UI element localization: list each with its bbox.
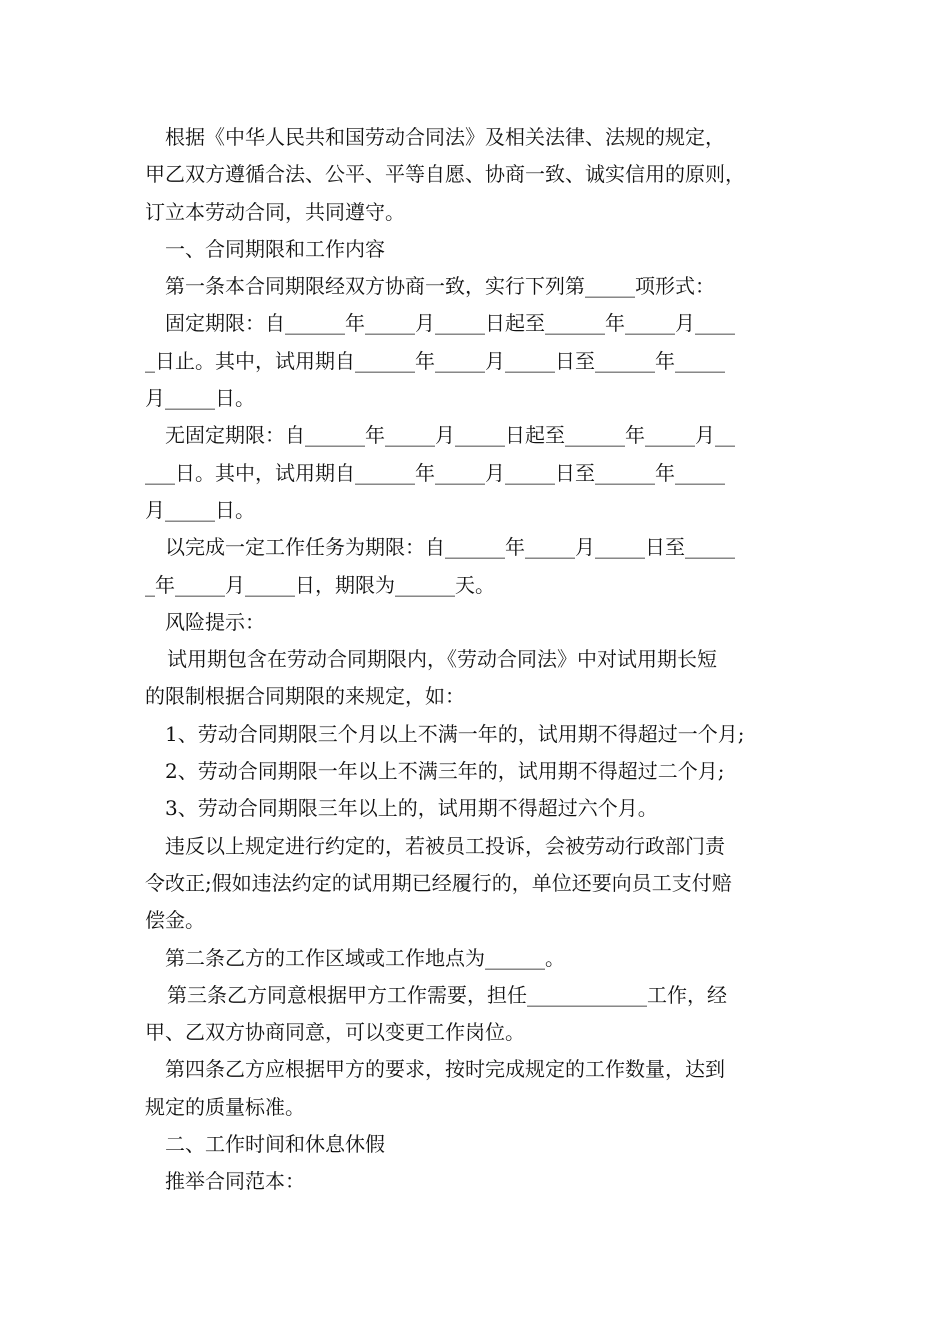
violation-line-3: 偿金。: [145, 908, 205, 933]
open-term-line-3: 月_____日。: [145, 497, 255, 522]
article-3-line-2: 甲、乙双方协商同意，可以变更工作岗位。: [145, 1020, 525, 1045]
article-4-line-2: 规定的质量标准。: [145, 1094, 305, 1119]
recommended-template-line: 推举合同范本：: [165, 1169, 305, 1194]
article-1-line: 第一条本合同期限经双方协商一致，实行下列第_____项形式：: [165, 274, 715, 299]
paragraph-intro-line-1: 根据《中华人民共和国劳动合同法》及相关法律、法规的规定，: [165, 125, 725, 149]
risk-heading: 风险提示：: [165, 609, 265, 634]
risk-item-3: 3、劳动合同期限三年以上的，试用期不得超过六个月。: [165, 796, 658, 821]
open-term-line-2: ___日。其中，试用期自______年_____月_____日至______年_____: [145, 460, 725, 485]
paragraph-intro-line-2: 甲乙双方遵循合法、公平、平等自愿、协商一致、诚实信用的原则，: [145, 162, 745, 187]
task-term-line-1: 以完成一定工作任务为期限：自______年_____月_____日至_____: [165, 535, 735, 560]
violation-line-1: 违反以上规定进行约定的，若被员工投诉，会被劳动行政部门责: [165, 833, 725, 858]
document-body: [145, 119, 815, 1201]
fixed-term-line-3: 月_____日。: [145, 386, 255, 411]
fixed-term-line-1: 固定期限：自______年_____月_____日起至______年_____月____: [165, 311, 735, 336]
violation-line-2: 令改正;假如违法约定的试用期已经履行的，单位还要向员工支付赔: [145, 870, 732, 895]
fixed-term-line-2: _日止。其中，试用期自______年_____月_____日至______年_____: [145, 348, 725, 373]
risk-item-1: 1、劳动合同期限三个月以上不满一年的，试用期不得超过一个月;: [165, 721, 745, 746]
section-heading-1: 一、合同期限和工作内容: [165, 236, 385, 261]
article-4-line-1: 第四条乙方应根据甲方的要求，按时完成规定的工作数量，达到: [165, 1057, 725, 1082]
paragraph-intro-line-3: 订立本劳动合同，共同遵守。: [145, 199, 405, 224]
risk-paragraph-line-2: 的限制根据合同期限的来规定，如：: [145, 684, 465, 709]
risk-paragraph-line-1: 试用期包含在劳动合同期限内，《劳动合同法》中对试用期长短: [167, 647, 717, 672]
risk-item-2: 2、劳动合同期限一年以上不满三年的，试用期不得超过二个月;: [165, 759, 725, 784]
article-2-line: 第二条乙方的工作区域或工作地点为______。: [165, 945, 565, 970]
article-3-line-1: 第三条乙方同意根据甲方工作需要，担任____________工作，经: [167, 982, 727, 1007]
task-term-line-2: _年_____月_____日，期限为______天。: [145, 572, 495, 597]
section-heading-2: 二、工作时间和休息休假: [165, 1132, 385, 1157]
open-term-line-1: 无固定期限：自______年_____月_____日起至______年_____月__: [165, 423, 735, 448]
